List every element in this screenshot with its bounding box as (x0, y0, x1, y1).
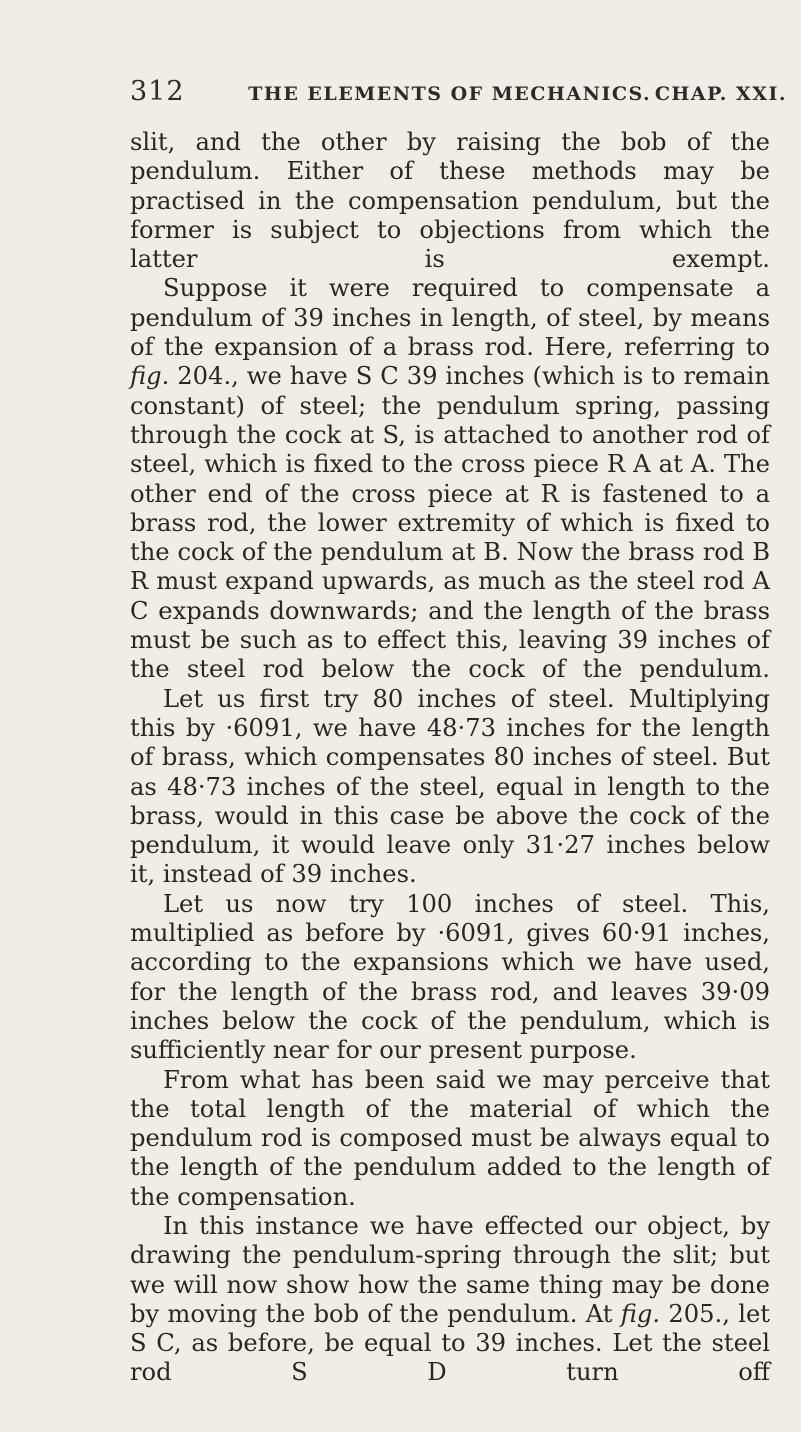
paragraph: Suppose it were required to compensate a pendulum of 39 inches in length, of steel, by means of the expansion of a brass rod. Here, referring to fig. 204., we have S C 39 inches (which is to remain constant) of steel; the pendulum spring, passing through the cock at S, is attached to another rod of steel, which is fixed to the cross piece R A at A. The other end of the cross piece at R is fastened to a brass rod, the lower extremity of which is fixed to the cock of the pendulum at B. Now the brass rod B R must expand upwards, as much as the steel rod A C expands downwards; and the length of the brass must be such as to effect this, leaving 39 inches of the steel rod below the cock of the pendulum. (130, 274, 770, 684)
body-text (130, 128, 770, 1388)
paragraph: From what has been said we may perceive that the total length of the material of which the pendulum rod is composed must be always equal to the length of the pendulum added to the length of the compensation. (130, 1065, 770, 1211)
paragraph: Let us first try 80 inches of steel. Multiplying this by ·6091, we have 48·73 inches for the length of brass, which compensates 80 inches of steel. But as 48·73 inches of the steel, equal in length to the brass, would in this case be above the cock of the pendulum, it would leave only 31·27 inches below it, instead of 39 inches. (130, 684, 770, 889)
running-title: THE ELEMENTS OF MECHANICS. (248, 83, 652, 105)
running-head (130, 76, 787, 116)
paragraph: Let us now try 100 inches of steel. This, multiplied as before by ·6091, gives 60·91 inches, according to the expansions which we have used, for the length of the brass rod, and leaves 39·09 inches below the cock of the pendulum, which is sufficiently near for our present purpose. (130, 889, 770, 1065)
paragraph: slit, and the other by raising the bob of the pendulum. Either of these methods may be practised in the compensation pendulum, but the former is subject to objections from which the latter is exempt. (130, 128, 770, 274)
page-number: 312 (130, 76, 185, 107)
paragraph: In this instance we have effected our object, by drawing the pendulum-spring through the slit; but we will now show how the same thing may be done by moving the bob of the pendulum. At fig. 205., let S C, as before, be equal to 39 inches. Let the steel rod S D turn off (130, 1211, 770, 1387)
chapter-label: CHAP. XXI. (654, 83, 787, 105)
